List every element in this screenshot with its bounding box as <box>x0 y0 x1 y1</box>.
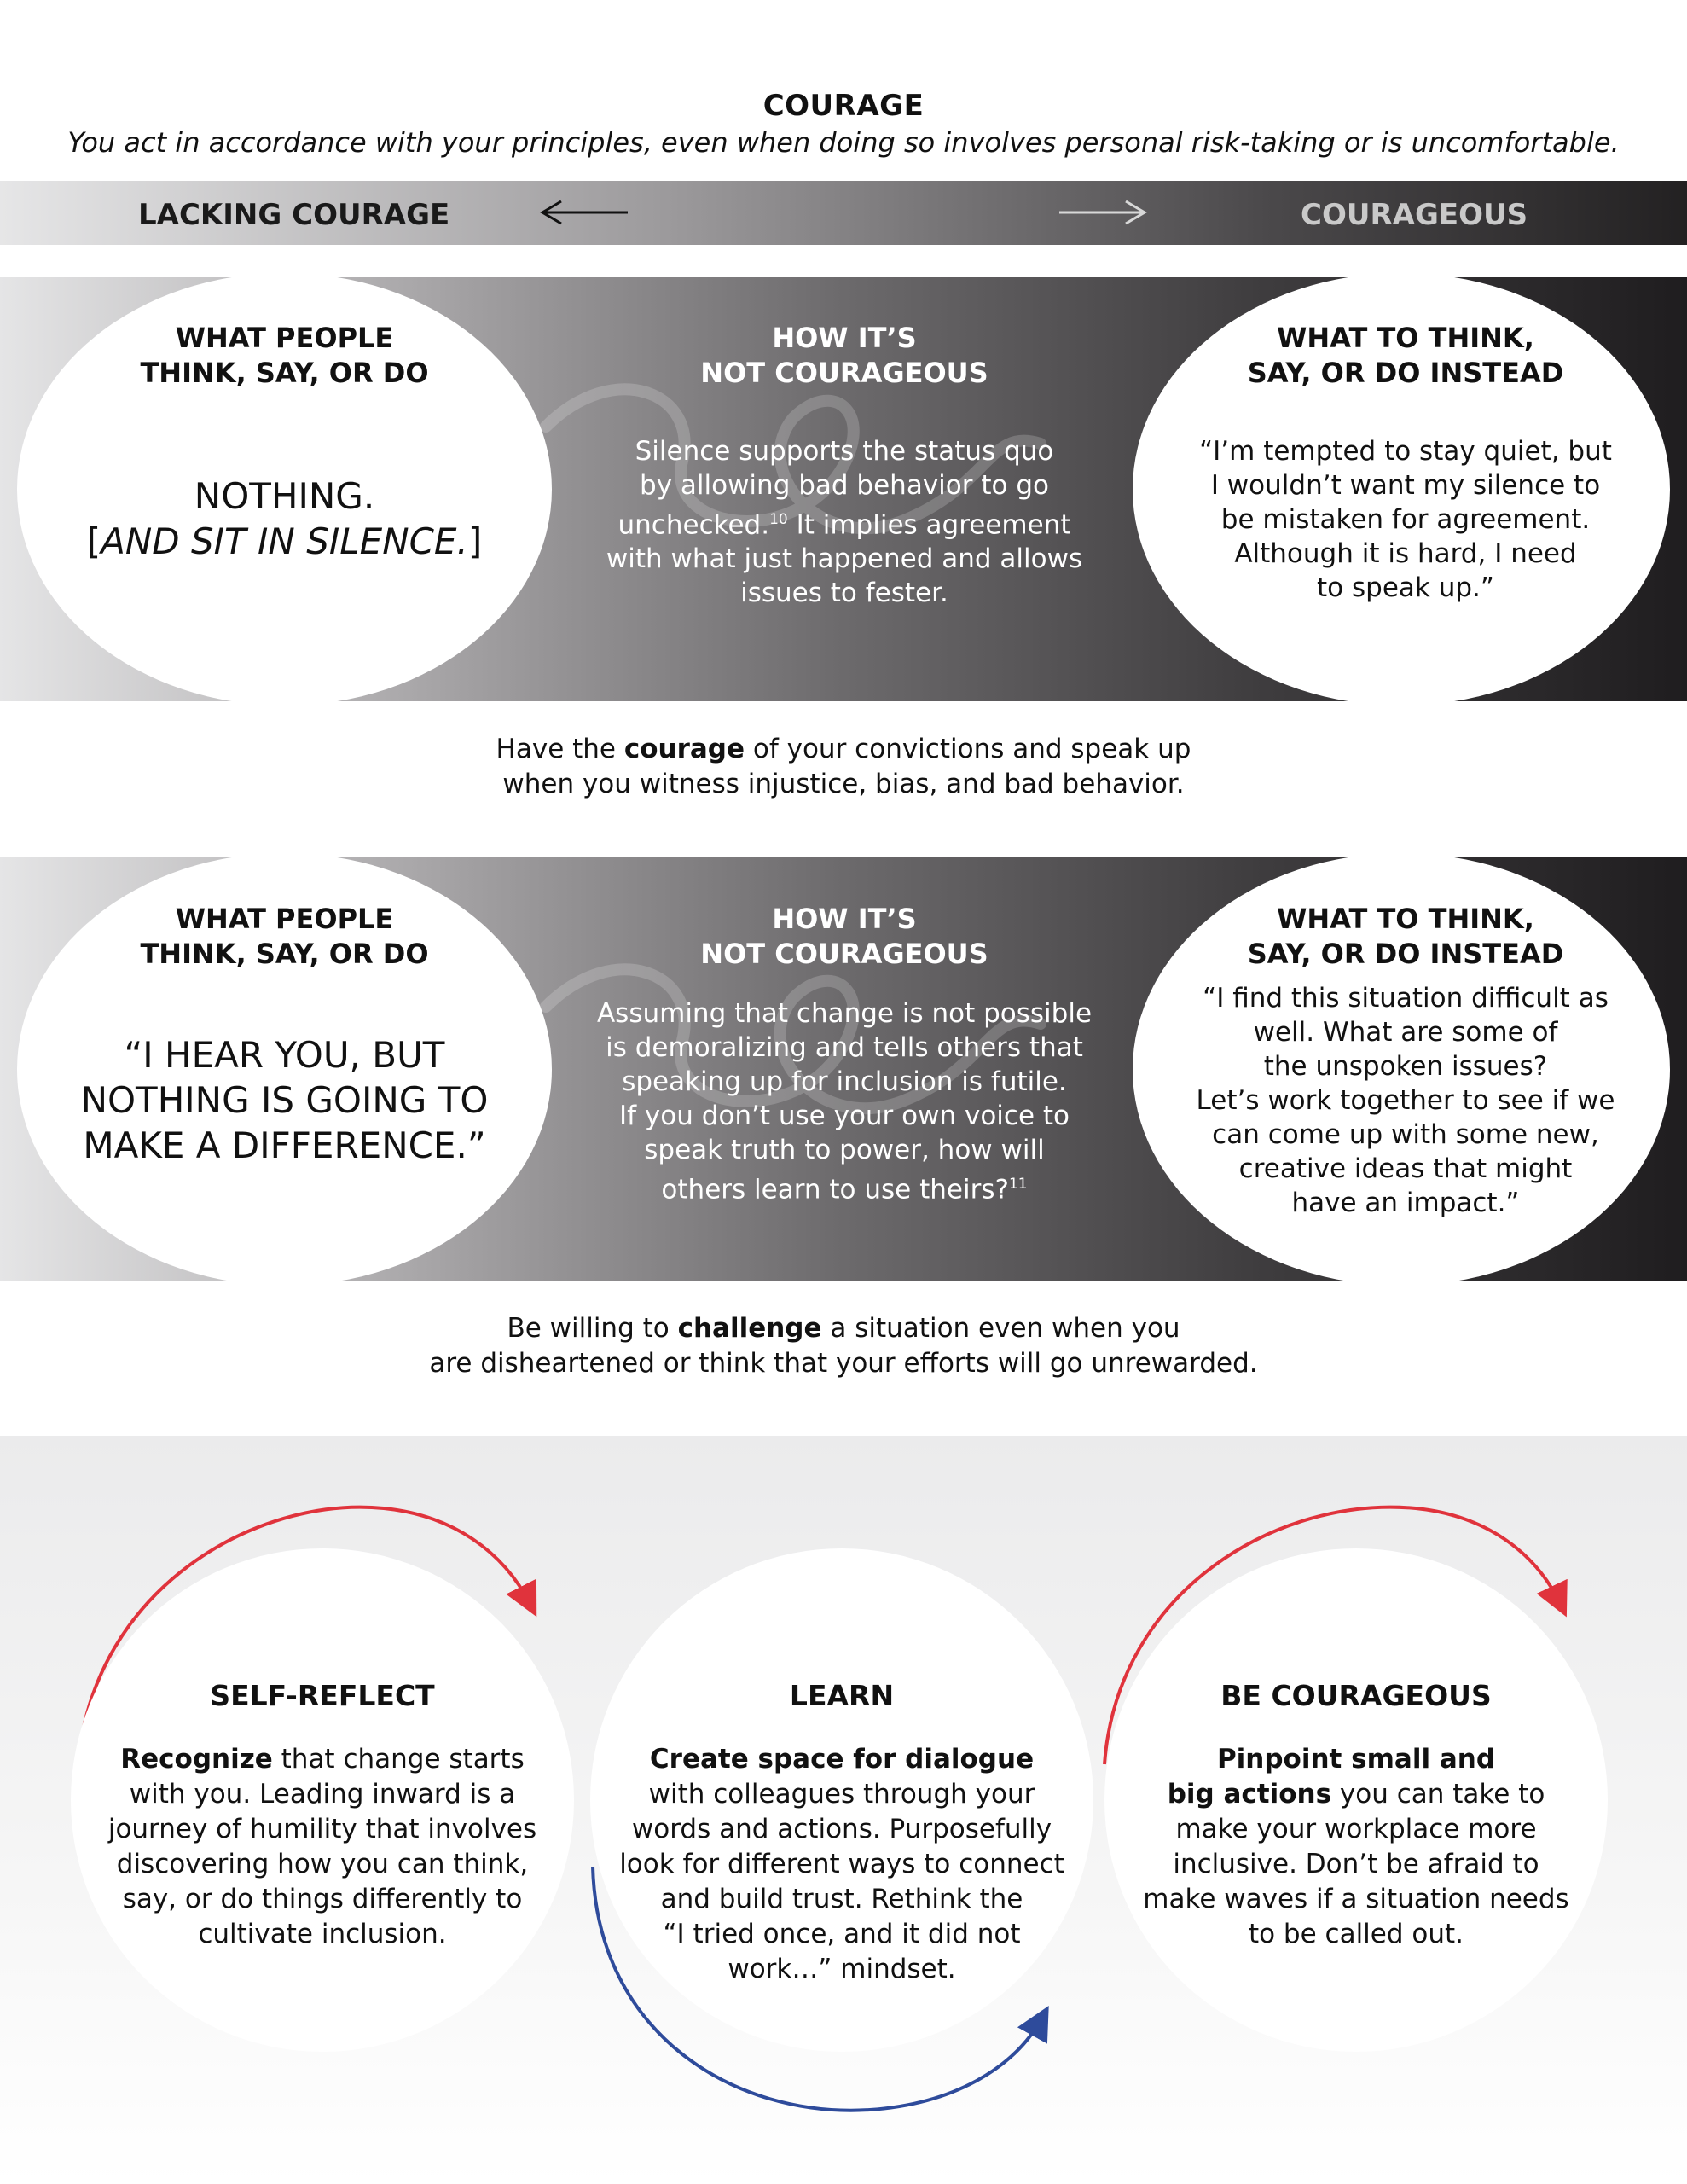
footnote-marker: 11 <box>1008 1176 1028 1193</box>
row-2-left-heading: WHAT PEOPLE THINK, SAY, OR DO <box>140 903 429 970</box>
row-2-middle-text: Assuming that change is not possible is demoralizing and tells others that speaking up for inclusion is futile. If you don’t use your own voice to speak truth to power, how will others learn to use theirs?$^{11}$ <box>596 998 1093 1205</box>
row-2-right-text: “I find this situation difficult as well. What are some of the unspoken issues? Let’s work together to see if we can come up with some new, creative ideas that might have an impact.” <box>1196 983 1615 1218</box>
footnote-marker: 10 <box>769 511 788 528</box>
row-2-note: Be willing to challenge a situation even when you are disheartened or think that your efforts will go unrewarded. <box>429 1313 1258 1379</box>
cycle-title-be-courageous: BE COURAGEOUS <box>1220 1679 1492 1712</box>
row-1-middle-text: Silence supports the status quo by allowing bad behavior to go unchecked.$^{10}$ It implies agreement with what just happened and allows issues to fester. <box>606 436 1083 609</box>
arrow-right-icon <box>1056 198 1150 227</box>
page-subtitle: You act in accordance with your principles, even when doing so involves personal risk-taking or is uncomfortable. <box>67 126 1620 159</box>
row-1-note: Have the courage of your convictions and speak up when you witness injustice, bias, and bad behavior. <box>496 734 1191 799</box>
row-1-left-quote: NOTHING. [AND SIT IN SILENCE.] <box>86 475 483 562</box>
scale-left-label: LACKING COURAGE <box>138 198 450 232</box>
row-1-middle-heading: HOW IT’S NOT COURAGEOUS <box>700 322 988 389</box>
cycle-title-learn: LEARN <box>789 1679 895 1712</box>
row-1-left-heading: WHAT PEOPLE THINK, SAY, OR DO <box>140 322 429 389</box>
row-1-right-heading: WHAT TO THINK, SAY, OR DO INSTEAD <box>1247 322 1564 389</box>
cycle-title-self-reflect: SELF-REFLECT <box>210 1679 435 1712</box>
row-2-middle-heading: HOW IT’S NOT COURAGEOUS <box>700 903 988 970</box>
cycle-text-learn: Create space for dialogue with colleagues through your words and actions. Purposefully look for different ways to connect and build trust. Rethink the “I tried once, and it did not work…” mindset. <box>619 1744 1064 1984</box>
page-title: COURAGE <box>762 89 925 123</box>
cycle-text-self-reflect: Recognize that change starts with you. Leading inward is a journey of humility that involves discovering how you can think, say, or do things differently to cultivate inclusion. <box>107 1744 537 1949</box>
row-1-right-text: “I’m tempted to stay quiet, but I wouldn’t want my silence to be mistaken for agreement. Although it is hard, I need to speak up.” <box>1199 436 1612 603</box>
arrow-left-icon <box>537 198 631 227</box>
cycle-text-be-courageous: Pinpoint small and big actions you can take to make your workplace more inclusive. Don’t be afraid to make waves if a situation needs to be called out. <box>1143 1744 1569 1949</box>
row-2-right-heading: WHAT TO THINK, SAY, OR DO INSTEAD <box>1247 903 1564 970</box>
scale-right-label: COURAGEOUS <box>1301 198 1528 232</box>
row-2-left-quote: “I HEAR YOU, BUT NOTHING IS GOING TO MAKE A DIFFERENCE.” <box>80 1034 489 1166</box>
